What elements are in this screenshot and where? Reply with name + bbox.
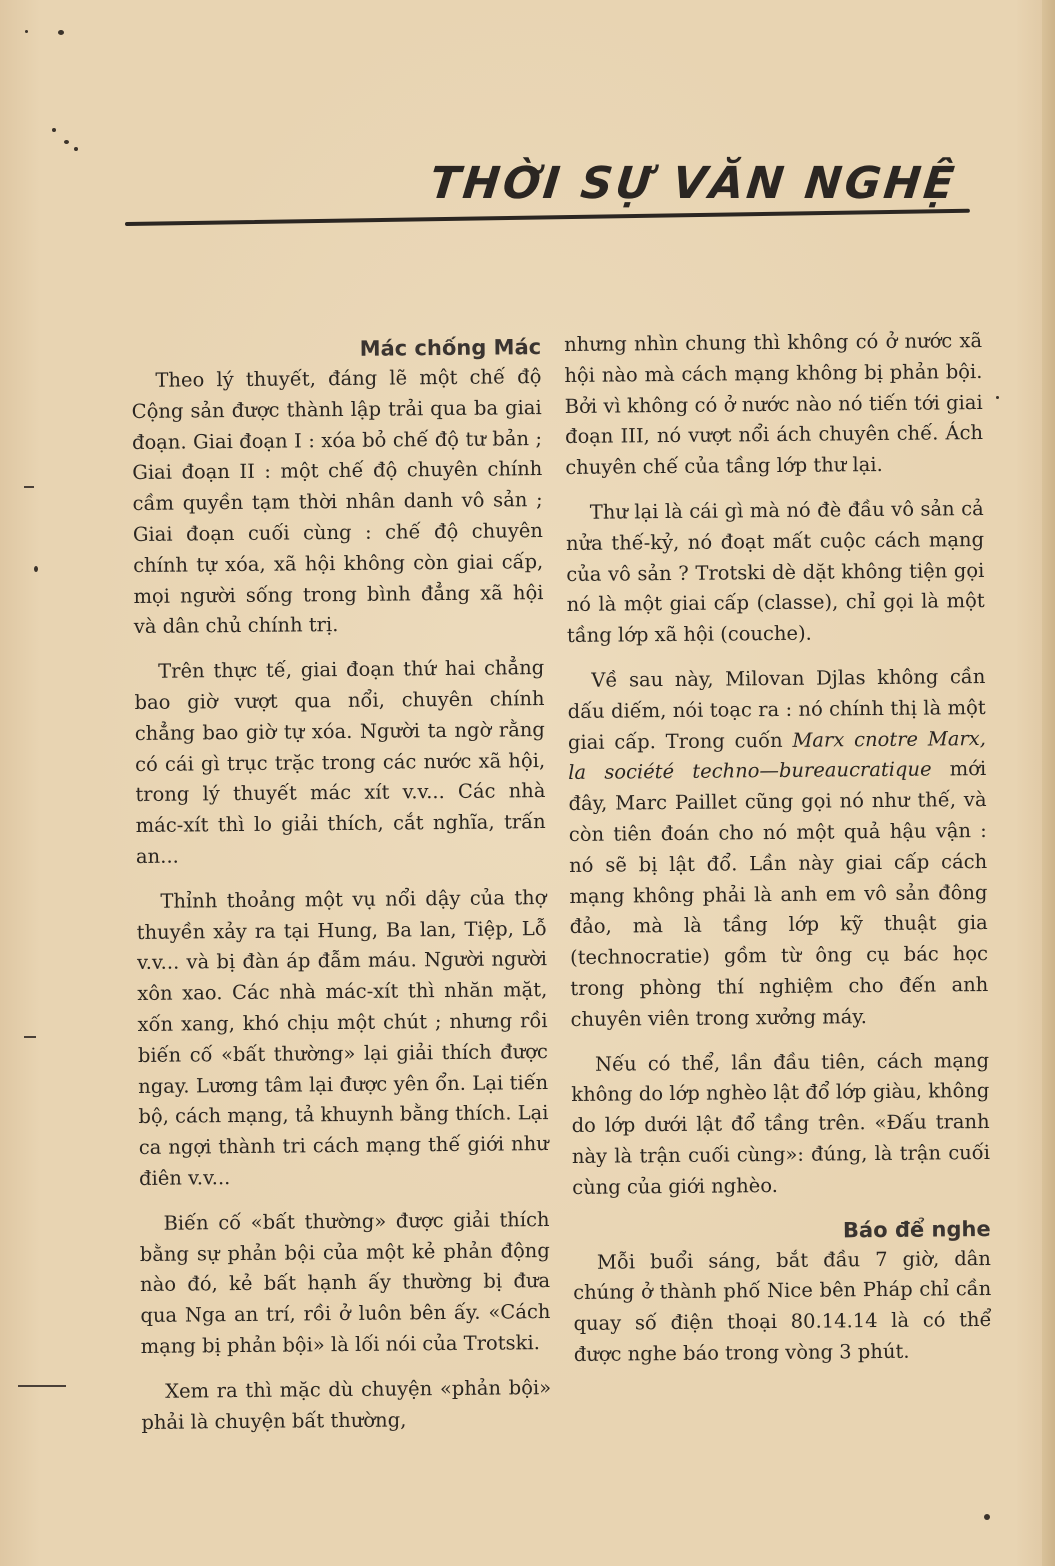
ink-speck bbox=[34, 566, 38, 572]
paragraph: Trên thực tế, giai đoạn thứ hai chẳng bao giờ vượt qua nổi, chuyên chính chẳng bao giờ tự xóa. Người ta ngờ rằng có cái gì trục trặc trong các nước xã hội, trong lý thuyết mác xít v.v... Các nhà mác-xít thì lo giải thích, cắt nghĩa, trấn an... bbox=[134, 656, 546, 868]
ink-mark bbox=[18, 1385, 66, 1387]
paragraph: Thư lại là cái gì mà nó đè đầu vô sản cả nửa thế-kỷ, nó đoạt mất cuộc cách mạng của vô sản ? Trotski dè dặt không tiện gọi nó là một giai cấp (classe), chỉ gọi là một tầng lớp xã hội (couche). bbox=[565, 496, 985, 648]
paragraph: Biến cố «bất thường» được giải thích bằng sự phản bội của một kẻ phản động nào đó, kẻ bất hạnh ấy thường bị đưa qua Nga an trí, rồi ở luôn bên ấy. «Cách mạng bị phản bội» là lối nói của Trotski. bbox=[139, 1207, 551, 1358]
ink-speck bbox=[996, 396, 999, 399]
ink-speck bbox=[52, 128, 56, 132]
paragraph: Theo lý thuyết, đáng lẽ một chế độ Cộng sản được thành lập trải qua ba giai đoạn. Giai đoạn I : xóa bỏ chế độ tư bản ; Giai đoạn II : một chế độ chuyên chính cầm quyền tạm thời nhân danh vô sản ; Giai đoạn cuối cùng : chế độ chuyên chính tự xóa, xã hội không còn giai cấp, mọi người sống trong bình đẳng xã hội và dân chủ chính trị. bbox=[131, 365, 544, 639]
article-heading: Báo để nghe bbox=[842, 1216, 991, 1242]
ink-speck bbox=[984, 1514, 990, 1520]
ink-mark bbox=[24, 1036, 36, 1038]
right-column bbox=[564, 326, 992, 1385]
paragraph: Nếu có thể, lần đầu tiên, cách mạng không do lớp nghèo lật đổ lớp giàu, không do lớp dưới lật đổ tầng trên. «Đấu tranh này là trận cuối cùng»: đúng, là trận cuối cùng của giới nghèo. bbox=[571, 1048, 991, 1199]
ink-speck bbox=[74, 147, 78, 151]
paragraph: Mỗi buổi sáng, bắt đầu 7 giờ, dân chúng ở thành phố Nice bên Pháp chỉ cần quay số điện thoại 80.14.14 là có thể được nghe báo trong vòng 3 phút. bbox=[573, 1246, 992, 1366]
left-column bbox=[131, 332, 552, 1452]
page-edge bbox=[1042, 0, 1055, 1566]
ink-speck bbox=[25, 30, 28, 33]
ink-speck bbox=[58, 30, 64, 35]
section-title: THỜI SỰ VĂN NGHỆ bbox=[427, 158, 960, 209]
paragraph: Thỉnh thoảng một vụ nổi dậy của thợ thuyền xảy ra tại Hung, Ba lan, Tiệp, Lỗ v.v... và bị đàn áp đẫm máu. Người người xôn xao. Các nhà mác-xít thì nhăn mặt, xốn xang, khó chịu một chút ; nhưng rồi biến cố «bất thường» lại giải thích được ngay. Lương tâm lại được yên ổn. Lại tiến bộ, cách mạng, tả khuynh bằng thích. Lại ca ngợi thành tri cách mạng thế giới như điên v.v... bbox=[136, 885, 549, 1190]
paragraph-text: Về sau này, Milovan Djlas không cần dấu diếm, nói toạc ra : nó chính thị là một giai cấp. Trong cuốn bbox=[567, 664, 986, 754]
ink-speck bbox=[64, 140, 69, 144]
book-title: Marx cnotre Marx, la société techno—bureaucratique bbox=[568, 726, 987, 785]
paragraph: Xem ra thì mặc dù chuyện «phản bội» phải là chuyện bất thường, bbox=[141, 1375, 552, 1434]
paragraph: nhưng nhìn chung thì không có ở nước xã hội nào mà cách mạng không bị phản bội. Bởi vì không có ở nước nào nó tiến tới giai đoạn III, nó vượt nổi ách chuyên chế. Ách chuyên chế của tầng lớp thư lại. bbox=[564, 328, 984, 480]
article-heading: Mác chống Mác bbox=[359, 335, 542, 361]
paragraph bbox=[567, 662, 989, 1036]
ink-mark bbox=[24, 486, 34, 488]
paragraph-text: mới đây, Marc Paillet cũng gọi nó như thế, và còn tiên đoán cho nó một quả hậu vận : nó sẽ bị lật đổ. Lần này giai cấp cách mạng không phải là anh em vô sản đông đảo, mà là tầng lớp kỹ thuật gia (technocratie) gồm từ ông cụ bác học trong phòng thí nghiệm cho đến anh chuyên viên trong xưởng máy. bbox=[568, 757, 989, 1031]
